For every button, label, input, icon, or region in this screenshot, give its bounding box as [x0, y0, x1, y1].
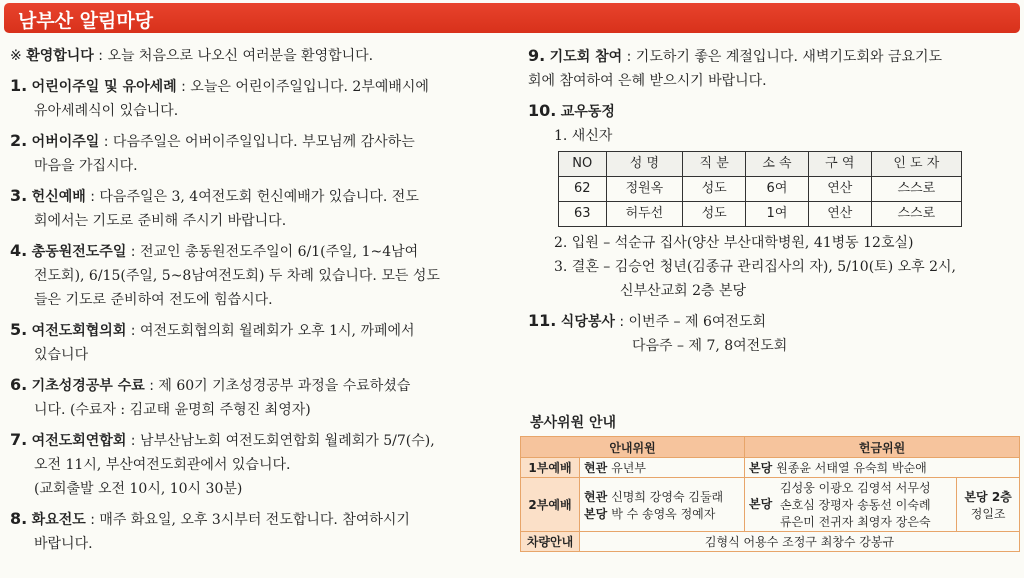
- item-title: 어린이주일 및 유아세례: [31, 79, 177, 95]
- item-number: 6.: [10, 375, 28, 394]
- table-cell: 성도: [683, 202, 746, 227]
- offering-extra-cell: [957, 478, 1020, 532]
- item-title: 화요전도: [31, 512, 86, 528]
- item-line: 제 60기 기초성경공부 과정을 수료하셨습: [158, 378, 411, 394]
- table-cell: 연산: [808, 202, 871, 227]
- guide-header: 안내위원: [521, 437, 745, 458]
- row-label: 1부예배: [521, 458, 580, 478]
- wedding-note: 3. 결혼 – 김승언 청년(김종규 관리집사의 자), 5/10(토) 오후 2시,: [554, 259, 956, 275]
- item-line: 회에 참여하여 은혜 받으시기 바랍니다.: [528, 73, 767, 89]
- column-header: 직 분: [683, 152, 746, 177]
- notice-item-5: 5. 여전도회협의회 : 여전도회협의회 월례회가 오후 1시, 까페에서 있습니다: [10, 320, 415, 363]
- notice-item-4: 4. 총동원전도주일 : 전교인 총동원전도주일이 6/1(주일, 1~4남여 전도회), 6/15(주일, 5~8남여전도회) 두 차례 있습니다. 모든 성도 들은 기도로 준비하여 전도에 힘씁시다.: [10, 241, 440, 308]
- item-number: 1.: [10, 76, 28, 95]
- notice-item-6: 6. 기초성경공부 수료 : 제 60기 기초성경공부 과정을 수료하셨습 니다. (수료자 : 김교태 윤명희 주형진 최영자): [10, 375, 411, 418]
- table-cell: 연산: [808, 177, 871, 202]
- column-header: 구 역: [808, 152, 871, 177]
- table-cell: 1여: [746, 202, 809, 227]
- location-tag: 본당: [749, 461, 773, 475]
- item-line: 다음주일은 3, 4여전도회 헌신예배가 있습니다. 전도: [99, 189, 419, 205]
- guide-cell: [580, 478, 745, 532]
- item-title: 식당봉사: [560, 314, 615, 330]
- service-header-row: [521, 437, 1020, 458]
- location-tag: 본당: [749, 497, 773, 511]
- location-tag: 현관: [584, 489, 608, 504]
- item-number: 2.: [10, 131, 28, 150]
- table-cell: 스스로: [871, 177, 961, 202]
- item-line: 들은 기도로 준비하여 전도에 힘씁시다.: [34, 292, 273, 308]
- item-number: 11.: [528, 311, 557, 330]
- item-line: 여전도회협의회 월례회가 오후 1시, 까페에서: [139, 323, 415, 339]
- table-cell: 6여: [746, 177, 809, 202]
- welcome-item: ※ 환영합니다 : 오늘 처음으로 나오신 여러분을 환영합니다.: [10, 48, 374, 64]
- notice-item-1: 1. 어린이주일 및 유아세례 : 오늘은 어린이주일입니다. 2부예배시에 유아세례식이 있습니다.: [10, 76, 429, 119]
- right-column: [528, 44, 1018, 364]
- item-line: 기도하기 좋은 계절입니다. 새벽기도회와 금요기도: [635, 49, 943, 65]
- item-number: 7.: [10, 430, 28, 449]
- notice-list: [10, 74, 510, 556]
- column-header: 소 속: [746, 152, 809, 177]
- item-number: 9.: [528, 46, 546, 65]
- names: 원종윤 서태열 유숙희 박순애: [776, 461, 927, 475]
- row-label: 차량안내: [521, 532, 580, 552]
- item-line: 바랍니다.: [34, 536, 93, 552]
- wedding-note-cont: 신부산교회 2층 본당: [620, 283, 746, 299]
- item-line: 회에서는 기도로 준비해 주시기 바랍니다.: [34, 213, 287, 229]
- item-line: 있습니다: [34, 347, 89, 363]
- names: 유년부: [611, 461, 646, 475]
- item-line: 이번주 – 제 6여전도회: [628, 314, 766, 330]
- names: 박 수 송영옥 정예자: [611, 506, 716, 521]
- hospital-note: 2. 입원 – 석순규 집사(양산 부산대학병원, 41병동 12호실): [554, 235, 914, 251]
- item-line: 오늘은 어린이주일입니다. 2부예배시에: [190, 79, 429, 95]
- item-line: 니다. (수료자 : 김교태 윤명희 주형진 최영자): [34, 402, 311, 418]
- item-line: 다음주 – 제 7, 8여전도회: [632, 338, 788, 354]
- notice-item-7: 7. 여전도회연합회 : 남부산남노회 여전도회연합회 월례회가 5/7(수), 오전 11시, 부산여전도회관에서 있습니다. (교회출발 오전 10시, 10시 30분): [10, 430, 435, 497]
- table-cell: 63: [559, 202, 607, 227]
- item-line: 전교인 총동원전도주일이 6/1(주일, 1~4남여: [139, 244, 419, 260]
- names: 류은미 전귀자 최영자 장은숙: [780, 515, 931, 529]
- item-title: 기초성경공부 수료: [31, 378, 145, 394]
- item-line: 전도회), 6/15(주일, 5~8남여전도회) 두 차례 있습니다. 모든 성도: [34, 268, 440, 284]
- item-line: 오전 11시, 부산여전도회관에서 있습니다.: [34, 457, 291, 473]
- column-header: NO: [559, 152, 607, 177]
- column-header: 인 도 자: [871, 152, 961, 177]
- table-cell: 62: [559, 177, 607, 202]
- item-title: 기도회 참여: [549, 49, 623, 65]
- item-line: (교회출발 오전 10시, 10시 30분): [34, 481, 243, 497]
- column-header: 성 명: [606, 152, 683, 177]
- item-number: 8.: [10, 509, 28, 528]
- item-title: 총동원전도주일: [31, 244, 127, 260]
- notice-item-10: [528, 99, 1018, 303]
- offering-header: 헌금위원: [745, 437, 1020, 458]
- service-table: [520, 436, 1020, 552]
- item-number: 3.: [10, 186, 28, 205]
- item-title: 여전도회연합회: [31, 433, 127, 449]
- item-line: 마음을 가집시다.: [34, 158, 138, 174]
- offering-cell: [745, 458, 1020, 478]
- item-number: 5.: [10, 320, 28, 339]
- table-cell: 허두선: [606, 202, 683, 227]
- service-row-3: [521, 532, 1020, 552]
- offering-cell: [745, 478, 957, 532]
- item-line: 다음주일은 어버이주일입니다. 부모님께 감사하는: [112, 134, 415, 150]
- service-row-2: [521, 478, 1020, 532]
- item-title: 어버이주일: [31, 134, 100, 150]
- welcome-text: 오늘 처음으로 나오신 여러분을 환영합니다.: [107, 48, 374, 64]
- table-cell: 정원옥: [606, 177, 683, 202]
- newcomer-table: [558, 151, 962, 227]
- left-column: [10, 44, 510, 562]
- notice-item-2: 2. 어버이주일 : 다음주일은 어버이주일입니다. 부모님께 감사하는 마음을 가집시다.: [10, 131, 415, 174]
- item-line: 매주 화요일, 오후 3시부터 전도합니다. 참여하시기: [99, 512, 410, 528]
- row-label: 2부예배: [521, 478, 580, 532]
- notice-item-3: 3. 헌신예배 : 다음주일은 3, 4여전도회 헌신예배가 있습니다. 전도 회에서는 기도로 준비해 주시기 바랍니다.: [10, 186, 419, 229]
- service-caption: 봉사위원 안내: [530, 415, 617, 431]
- item-number: 10.: [528, 101, 557, 120]
- header-bar: [4, 3, 1020, 33]
- item-title: 교우동정: [560, 104, 615, 120]
- location-tag: 현관: [584, 461, 608, 475]
- guide-cell: [580, 458, 745, 478]
- table-cell: 스스로: [871, 202, 961, 227]
- table-row: [559, 202, 962, 227]
- location-tag: 본당 2층: [964, 489, 1012, 504]
- notice-item-9: 9. 기도회 참여 : 기도하기 좋은 계절입니다. 새벽기도회와 금요기도 회에 참여하여 은혜 받으시기 바랍니다.: [528, 46, 943, 89]
- table-header-row: [559, 152, 962, 177]
- item-line: 유아세례식이 있습니다.: [34, 103, 179, 119]
- newcomer-subtitle: 1. 새신자: [554, 128, 613, 144]
- table-row: [559, 177, 962, 202]
- notice-item-8: 8. 화요전도 : 매주 화요일, 오후 3시부터 전도합니다. 참여하시기 바랍니다.: [10, 509, 410, 552]
- service-row-1: [521, 458, 1020, 478]
- notice-item-11: 11. 식당봉사 : 이번주 – 제 6여전도회 다음주 – 제 7, 8여전도회: [528, 311, 788, 354]
- names: 정일조: [970, 506, 1006, 521]
- names: 손호심 장평자 송동선 이숙례: [780, 498, 931, 512]
- location-tag: 본당: [584, 506, 608, 521]
- note-mark: ※: [10, 48, 22, 64]
- welcome-title: 환영합니다: [26, 48, 94, 64]
- item-title: 헌신예배: [31, 189, 86, 205]
- item-number: 4.: [10, 241, 28, 260]
- names: 김성웅 이광오 김영석 서무성: [780, 481, 931, 495]
- item-title: 여전도회협의회: [31, 323, 127, 339]
- table-cell: 성도: [683, 177, 746, 202]
- names: 신명희 강영숙 김둘래: [611, 489, 724, 504]
- item-line: 남부산남노회 여전도회연합회 월례회가 5/7(수),: [139, 433, 435, 449]
- page-title: 남부산 알림마당: [18, 10, 154, 32]
- vehicle-cell: 김형식 어용수 조정구 최창수 강봉규: [580, 532, 1020, 552]
